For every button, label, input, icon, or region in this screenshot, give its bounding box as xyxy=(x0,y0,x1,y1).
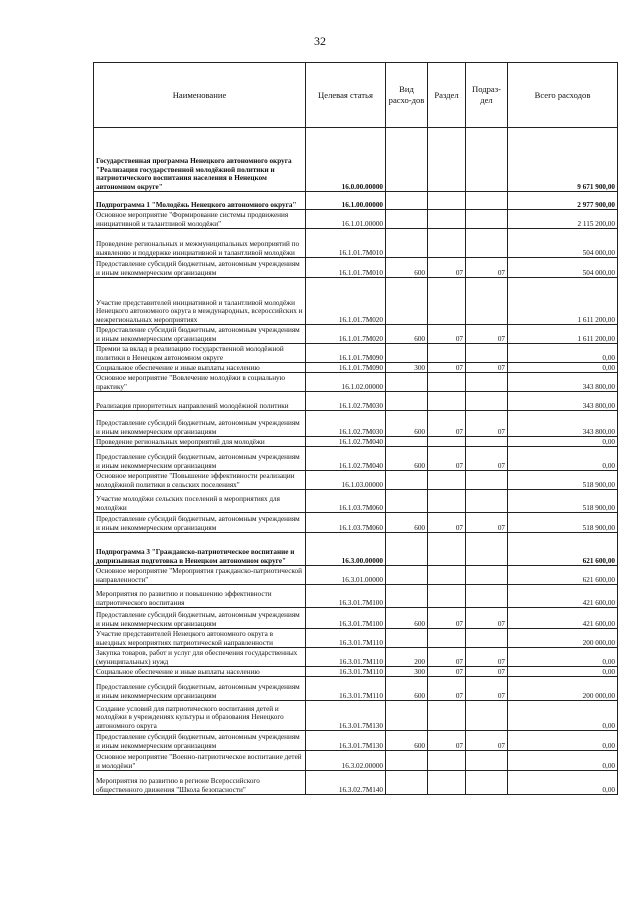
cell-expense-type xyxy=(386,471,428,490)
table-row xyxy=(94,447,618,471)
cell-section xyxy=(428,344,466,363)
cell-target-article: 16.1.01.7М020 xyxy=(306,278,386,325)
table-row xyxy=(94,701,618,731)
cell-target-article: 16.0.00.00000 xyxy=(306,128,386,192)
cell-total: 621 600,00 xyxy=(508,533,618,566)
cell-expense-type: 600 xyxy=(386,513,428,533)
cell-subsection: 07 xyxy=(466,258,508,278)
table-row xyxy=(94,363,618,373)
cell-expense-type xyxy=(386,128,428,192)
cell-subsection xyxy=(466,278,508,325)
cell-expense-type xyxy=(386,373,428,392)
cell-name: Мероприятия по развитию в регионе Всероссийского общественного движения "Школа безопасности" xyxy=(94,771,306,795)
cell-target-article: 16.1.00.00000 xyxy=(306,192,386,210)
cell-section xyxy=(428,392,466,411)
cell-subsection xyxy=(466,751,508,771)
cell-name: Участие представителей инициативной и талантливой молодёжи Ненецкого автономного округа в международных, всероссийских и межрегиональных мероприятиях xyxy=(94,278,306,325)
cell-target-article: 16.1.02.7М040 xyxy=(306,437,386,447)
cell-section xyxy=(428,751,466,771)
cell-expense-type: 200 xyxy=(386,648,428,667)
table-row xyxy=(94,325,618,344)
cell-total: 0,00 xyxy=(508,447,618,471)
cell-target-article: 16.3.01.7М130 xyxy=(306,701,386,731)
cell-target-article: 16.1.01.00000 xyxy=(306,210,386,229)
cell-name: Предоставление субсидий бюджетным, автономным учреждениям и иным некоммерческим организациям xyxy=(94,608,306,629)
cell-expense-type xyxy=(386,392,428,411)
table-row xyxy=(94,648,618,667)
header-section: Раздел xyxy=(428,63,466,128)
cell-section: 07 xyxy=(428,677,466,701)
table-row xyxy=(94,392,618,411)
cell-total: 2 977 900,00 xyxy=(508,192,618,210)
cell-expense-type xyxy=(386,566,428,585)
cell-subsection xyxy=(466,192,508,210)
cell-name: Государственная программа Ненецкого автономного округа "Реализация государственной молодёжной политики и патриотического воспитания населения в Ненецком автономном округе" xyxy=(94,128,306,192)
table-row xyxy=(94,513,618,533)
cell-name: Участие молодёжи сельских поселений в мероприятиях для молодёжи xyxy=(94,490,306,513)
cell-subsection xyxy=(466,585,508,608)
cell-target-article: 16.3.02.00000 xyxy=(306,751,386,771)
cell-expense-type xyxy=(386,701,428,731)
cell-total: 0,00 xyxy=(508,667,618,677)
cell-total: 421 600,00 xyxy=(508,585,618,608)
cell-subsection xyxy=(466,437,508,447)
cell-section: 07 xyxy=(428,363,466,373)
cell-target-article: 16.1.02.00000 xyxy=(306,373,386,392)
cell-total: 200 000,00 xyxy=(508,677,618,701)
cell-target-article: 16.1.01.7М010 xyxy=(306,258,386,278)
cell-section: 07 xyxy=(428,411,466,437)
cell-total: 504 000,00 xyxy=(508,229,618,258)
cell-subsection xyxy=(466,771,508,795)
cell-target-article: 16.1.03.7М060 xyxy=(306,490,386,513)
table-row xyxy=(94,192,618,210)
cell-name: Основное мероприятие "Повышение эффективности реализации молодёжной политики в сельских поселениях" xyxy=(94,471,306,490)
cell-target-article: 16.1.02.7М040 xyxy=(306,447,386,471)
cell-subsection xyxy=(466,701,508,731)
cell-expense-type xyxy=(386,490,428,513)
cell-name: Предоставление субсидий бюджетным, автономным учреждениям и иным некоммерческим организациям xyxy=(94,447,306,471)
cell-expense-type xyxy=(386,344,428,363)
cell-total: 1 611 200,00 xyxy=(508,278,618,325)
table-row xyxy=(94,667,618,677)
cell-section xyxy=(428,373,466,392)
table-row xyxy=(94,373,618,392)
cell-section: 07 xyxy=(428,513,466,533)
cell-name: Проведение региональных мероприятий для молодёжи xyxy=(94,437,306,447)
cell-subsection xyxy=(466,344,508,363)
table-row xyxy=(94,411,618,437)
cell-section: 07 xyxy=(428,447,466,471)
cell-target-article: 16.3.01.7М110 xyxy=(306,667,386,677)
cell-expense-type xyxy=(386,229,428,258)
table-row xyxy=(94,731,618,751)
cell-name: Участие представителей Ненецкого автономного округа в выездных мероприятиях патриотической направленности xyxy=(94,629,306,648)
table-row xyxy=(94,629,618,648)
cell-target-article: 16.3.00.00000 xyxy=(306,533,386,566)
cell-name: Создание условий для патриотического воспитания детей и молодёжи в учреждениях культуры и образования Ненецкого автономного округа xyxy=(94,701,306,731)
table-row xyxy=(94,128,618,192)
cell-name: Социальное обеспечение и иные выплаты населению xyxy=(94,667,306,677)
cell-name: Реализация приоритетных направлений молодёжной политики xyxy=(94,392,306,411)
cell-subsection: 07 xyxy=(466,363,508,373)
cell-subsection xyxy=(466,229,508,258)
cell-expense-type xyxy=(386,437,428,447)
cell-expense-type xyxy=(386,192,428,210)
cell-section xyxy=(428,278,466,325)
cell-total: 2 115 200,00 xyxy=(508,210,618,229)
cell-expense-type: 600 xyxy=(386,677,428,701)
cell-subsection xyxy=(466,128,508,192)
cell-total: 518 900,00 xyxy=(508,471,618,490)
cell-expense-type: 600 xyxy=(386,258,428,278)
cell-name: Социальное обеспечение и иные выплаты населению xyxy=(94,363,306,373)
cell-section xyxy=(428,490,466,513)
cell-total: 621 600,00 xyxy=(508,566,618,585)
table-row xyxy=(94,210,618,229)
cell-target-article: 16.1.01.7М090 xyxy=(306,363,386,373)
cell-name: Предоставление субсидий бюджетным, автономным учреждениям и иным некоммерческим организациям xyxy=(94,513,306,533)
cell-subsection xyxy=(466,629,508,648)
cell-name: Проведение региональных и межмуниципальных мероприятий по выявлению и поддержке инициативной и талантливой молодёжи xyxy=(94,229,306,258)
cell-target-article: 16.3.01.7М110 xyxy=(306,629,386,648)
cell-total: 0,00 xyxy=(508,751,618,771)
cell-total: 343 800,00 xyxy=(508,373,618,392)
cell-total: 0,00 xyxy=(508,363,618,373)
table-row xyxy=(94,771,618,795)
cell-target-article: 16.1.03.00000 xyxy=(306,471,386,490)
cell-expense-type: 300 xyxy=(386,363,428,373)
table-row xyxy=(94,471,618,490)
cell-total: 0,00 xyxy=(508,731,618,751)
cell-section xyxy=(428,701,466,731)
cell-expense-type: 600 xyxy=(386,731,428,751)
cell-subsection xyxy=(466,392,508,411)
cell-section: 07 xyxy=(428,731,466,751)
table-row xyxy=(94,258,618,278)
cell-name: Подпрограмма 1 "Молодёжь Ненецкого автономного округа" xyxy=(94,192,306,210)
cell-expense-type: 300 xyxy=(386,667,428,677)
table-row xyxy=(94,608,618,629)
cell-section xyxy=(428,437,466,447)
cell-target-article: 16.3.02.7М140 xyxy=(306,771,386,795)
table-row xyxy=(94,229,618,258)
cell-subsection: 07 xyxy=(466,608,508,629)
cell-name: Предоставление субсидий бюджетным, автономным учреждениям и иным некоммерческим организациям xyxy=(94,258,306,278)
cell-section xyxy=(428,771,466,795)
budget-table xyxy=(93,62,618,795)
cell-expense-type: 600 xyxy=(386,608,428,629)
header-name: Наименование xyxy=(94,63,306,128)
cell-section xyxy=(428,229,466,258)
cell-subsection: 07 xyxy=(466,667,508,677)
header-subsection: Подраз-дел xyxy=(466,63,508,128)
cell-expense-type xyxy=(386,585,428,608)
cell-target-article: 16.1.02.7М030 xyxy=(306,411,386,437)
cell-name: Основное мероприятие "Военно-патриотическое воспитание детей и молодёжи" xyxy=(94,751,306,771)
cell-expense-type: 600 xyxy=(386,447,428,471)
table-row xyxy=(94,344,618,363)
cell-subsection xyxy=(466,373,508,392)
cell-name: Основное мероприятие "Мероприятия гражданско-патриотической направленности" xyxy=(94,566,306,585)
cell-target-article: 16.1.01.7М090 xyxy=(306,344,386,363)
cell-total: 518 900,00 xyxy=(508,513,618,533)
cell-target-article: 16.3.01.7М110 xyxy=(306,648,386,667)
cell-subsection: 07 xyxy=(466,447,508,471)
table-body xyxy=(94,128,618,795)
cell-total: 343 800,00 xyxy=(508,392,618,411)
table-row xyxy=(94,751,618,771)
cell-total: 343 800,00 xyxy=(508,411,618,437)
cell-name: Предоставление субсидий бюджетным, автономным учреждениям и иным некоммерческим организациям xyxy=(94,325,306,344)
cell-name: Закупка товаров, работ и услуг для обеспечения государственных (муниципальных) нужд xyxy=(94,648,306,667)
cell-subsection: 07 xyxy=(466,731,508,751)
cell-section xyxy=(428,566,466,585)
cell-subsection: 07 xyxy=(466,648,508,667)
cell-target-article: 16.1.03.7М060 xyxy=(306,513,386,533)
cell-total: 9 671 900,00 xyxy=(508,128,618,192)
cell-section: 07 xyxy=(428,648,466,667)
cell-name: Основное мероприятие "Формирование системы продвижения инициативной и талантливой молодёжи" xyxy=(94,210,306,229)
page-number: 32 xyxy=(314,34,326,48)
cell-subsection xyxy=(466,533,508,566)
table-row xyxy=(94,566,618,585)
cell-expense-type xyxy=(386,533,428,566)
cell-target-article: 16.3.01.7М100 xyxy=(306,608,386,629)
cell-subsection xyxy=(466,490,508,513)
cell-subsection xyxy=(466,566,508,585)
cell-expense-type xyxy=(386,629,428,648)
cell-subsection xyxy=(466,471,508,490)
cell-section xyxy=(428,210,466,229)
cell-name: Подпрограмма 3 "Гражданско-патриотическое воспитание и допризывная подготовка в Ненецком автономном округе" xyxy=(94,533,306,566)
cell-section: 07 xyxy=(428,258,466,278)
cell-section: 07 xyxy=(428,325,466,344)
table-row xyxy=(94,437,618,447)
cell-expense-type xyxy=(386,278,428,325)
cell-total: 421 600,00 xyxy=(508,608,618,629)
cell-section xyxy=(428,128,466,192)
table-row xyxy=(94,490,618,513)
cell-name: Предоставление субсидий бюджетным, автономным учреждениям и иным некоммерческим организациям xyxy=(94,731,306,751)
header-total: Всего расходов xyxy=(508,63,618,128)
cell-target-article: 16.3.01.7М130 xyxy=(306,731,386,751)
table-row xyxy=(94,278,618,325)
cell-target-article: 16.3.01.7М110 xyxy=(306,677,386,701)
cell-expense-type xyxy=(386,771,428,795)
cell-expense-type: 600 xyxy=(386,411,428,437)
cell-target-article: 16.1.01.7М020 xyxy=(306,325,386,344)
table-row xyxy=(94,533,618,566)
cell-section xyxy=(428,585,466,608)
cell-total: 518 900,00 xyxy=(508,490,618,513)
cell-subsection xyxy=(466,210,508,229)
cell-total: 0,00 xyxy=(508,437,618,447)
cell-name: Основное мероприятие "Вовлечение молодёжи в социальную практику" xyxy=(94,373,306,392)
cell-total: 0,00 xyxy=(508,701,618,731)
cell-section: 07 xyxy=(428,667,466,677)
header-target-article: Целевая статья xyxy=(306,63,386,128)
cell-expense-type: 600 xyxy=(386,325,428,344)
cell-expense-type xyxy=(386,751,428,771)
cell-total: 0,00 xyxy=(508,648,618,667)
cell-section xyxy=(428,629,466,648)
cell-subsection: 07 xyxy=(466,677,508,701)
cell-target-article: 16.3.01.00000 xyxy=(306,566,386,585)
cell-section xyxy=(428,471,466,490)
cell-section xyxy=(428,192,466,210)
table-row xyxy=(94,585,618,608)
cell-subsection: 07 xyxy=(466,513,508,533)
cell-name: Мероприятия по развитию и повышению эффективности патриотического воспитания xyxy=(94,585,306,608)
cell-total: 0,00 xyxy=(508,771,618,795)
table-row xyxy=(94,677,618,701)
cell-target-article: 16.1.01.7М010 xyxy=(306,229,386,258)
cell-total: 200 000,00 xyxy=(508,629,618,648)
cell-section: 07 xyxy=(428,608,466,629)
cell-name: Премии за вклад в реализацию государственной молодёжной политики в Ненецком автономном округе xyxy=(94,344,306,363)
cell-name: Предоставление субсидий бюджетным, автономным учреждениям и иным некоммерческим организациям xyxy=(94,677,306,701)
cell-total: 1 611 200,00 xyxy=(508,325,618,344)
cell-name: Предоставление субсидий бюджетным, автономным учреждениям и иным некоммерческим организациям xyxy=(94,411,306,437)
cell-subsection: 07 xyxy=(466,325,508,344)
cell-total: 504 000,00 xyxy=(508,258,618,278)
cell-section xyxy=(428,533,466,566)
header-expense-type: Вид расхо-дов xyxy=(386,63,428,128)
cell-target-article: 16.3.01.7М100 xyxy=(306,585,386,608)
cell-expense-type xyxy=(386,210,428,229)
cell-subsection: 07 xyxy=(466,411,508,437)
cell-target-article: 16.1.02.7М030 xyxy=(306,392,386,411)
cell-total: 0,00 xyxy=(508,344,618,363)
table-header-row xyxy=(94,63,618,128)
